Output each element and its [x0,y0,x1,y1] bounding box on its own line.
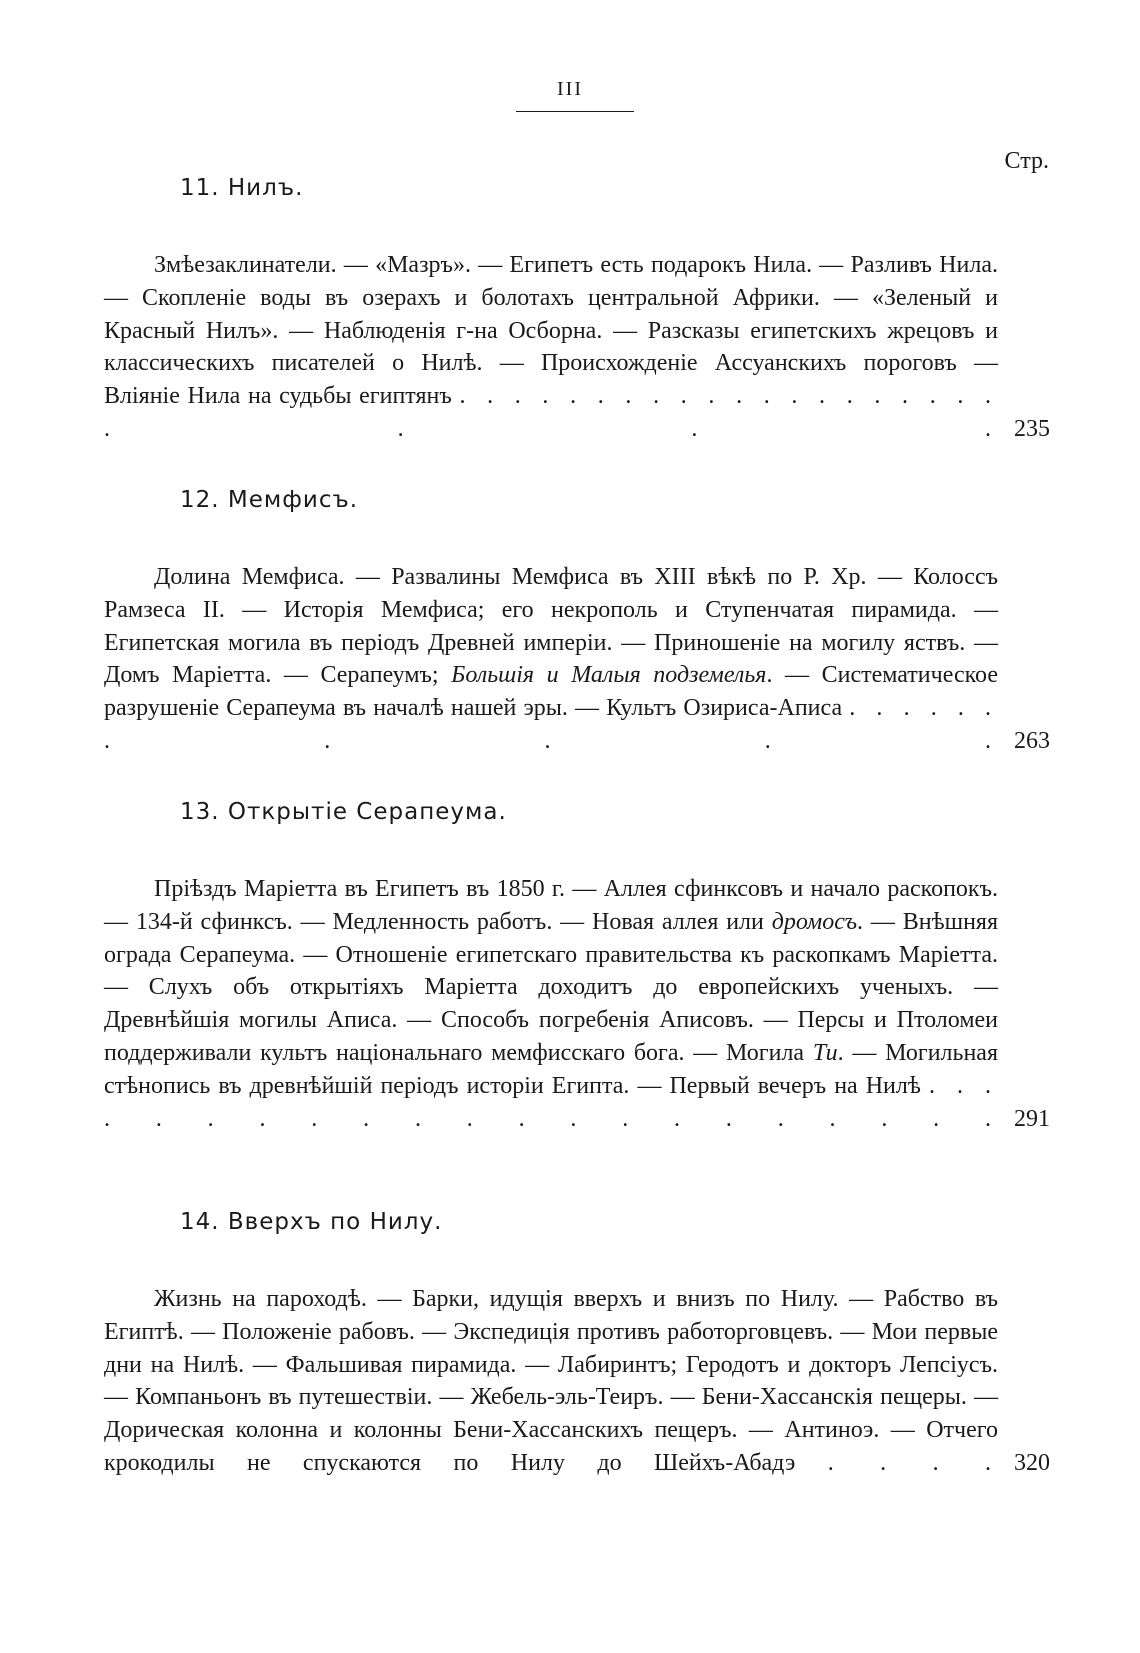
chapter-11 [104,171,1050,446]
chapter-13 [104,795,1050,1135]
chapter-summary [104,561,1050,758]
page-number: 291 [1014,1105,1050,1132]
page-number: 263 [1014,727,1050,754]
chapter-title: 12. Мемфисъ. [180,487,359,513]
folio-rule [516,111,634,112]
dot-leaders: . . . . . . . . . . . . . . . . . . . . . [104,1072,998,1132]
chapter-14 [104,1205,1050,1480]
chapter-summary [104,249,1050,446]
chapter-summary-text: Долина Мемфиса. — Развалины Мемфиса въ XIII вѣкѣ по Р. Хр. — Колоссъ Рамзеса II. — Исторія Мемфиса; его некрополь и Ступенчатая пирамида. — Египетская могила въ періодъ Древней имперіи. — Приношеніе на могилу яствъ. — Домъ Маріетта. — Серапеумъ; Большія и Малыя подземелья. — Систематическое разрушеніе Серапеума въ началѣ нашей эры. — Культъ Озириса-Аписа . . . . . . . . . . . [104,564,999,754]
page-number: 320 [1014,1449,1050,1476]
italic-phrase: Ти [812,1039,838,1066]
dot-leaders: . . . . . . . . . . . [104,695,999,754]
page-column-label: Стр. [1004,148,1049,174]
chapter-title: 13. Открытіе Серапеума. [180,799,507,825]
chapter-summary [104,873,1050,1135]
page-number: 235 [1014,415,1050,442]
italic-phrase: Большія и Малыя подземелья [451,662,767,689]
chapter-summary [104,1283,1050,1480]
chapter-summary-text: Жизнь на пароходѣ. — Барки, идущія вверхъ и внизъ по Нилу. — Рабство въ Египтѣ. — Положеніе рабовъ. — Экспедиція противъ работорговцевъ. — Мои первые дни на Нилѣ. — Фальшивая пирамида. — Лабиринтъ; Геродотъ и докторъ Лепсіусъ. — Компаньонъ въ путешествіи. — Жебель-эль-Теиръ. — Бени-Хассанскія пещеры. — Дорическая колонна и колонны Бени-Хассанскихъ пещеръ. — Антиноэ. — Отчего крокодилы не спускаются по Нилу до Шейхъ-Абадэ . . . . [104,1286,999,1476]
chapter-12 [104,483,1050,758]
page-folio: III [557,78,583,100]
chapter-summary-text: Пріѣздъ Маріетта въ Египетъ въ 1850 г. — Аллея сфинксовъ и начало раскопокъ. — 134-й сфинксъ. — Медленность работъ. — Новая аллея или дромосъ. — Внѣшняя ограда Серапеума. — Отношеніе египетскаго правительства къ раскопкамъ Маріетта. — Слухъ объ открытіяхъ Маріетта доходитъ до европейскихъ ученыхъ. — Древнѣйшія могилы Аписа. — Способъ погребенія Аписовъ. — Персы и Птоломеи поддерживали культъ національнаго мемфисскаго бога. — Могила Ти. — Могильная стѣнопись въ древнѣйшій періодъ исторіи Египта. — Первый вечеръ на Нилѣ . . . . . . . . . . . . . . . . . . . . . [104,876,998,1132]
chapter-summary-text: Змѣезаклинатели. — «Мазръ». — Египетъ есть подарокъ Нила. — Разливъ Нила. — Скопленіе воды въ озерахъ и болотахъ центральной Африки. — «Зеленый и Красный Нилъ». — Наблюденія г-на Осборна. — Разсказы египетскихъ жрецовъ и классическихъ писателей о Нилѣ. — Происхожденіе Ассуанскихъ пороговъ — Вліяніе Нила на судьбы египтянъ . . . . . . . . . . . . . . . . . . . . . . . . [104,252,999,442]
chapter-title: 11. Нилъ. [180,175,304,201]
dot-leaders: . . . . [827,1449,999,1476]
chapter-title: 14. Вверхъ по Нилу. [180,1209,443,1235]
italic-phrase: дромосъ [771,908,858,935]
dot-leaders: . . . . . . . . . . . . . . . . . . . . . . . . [104,383,999,442]
